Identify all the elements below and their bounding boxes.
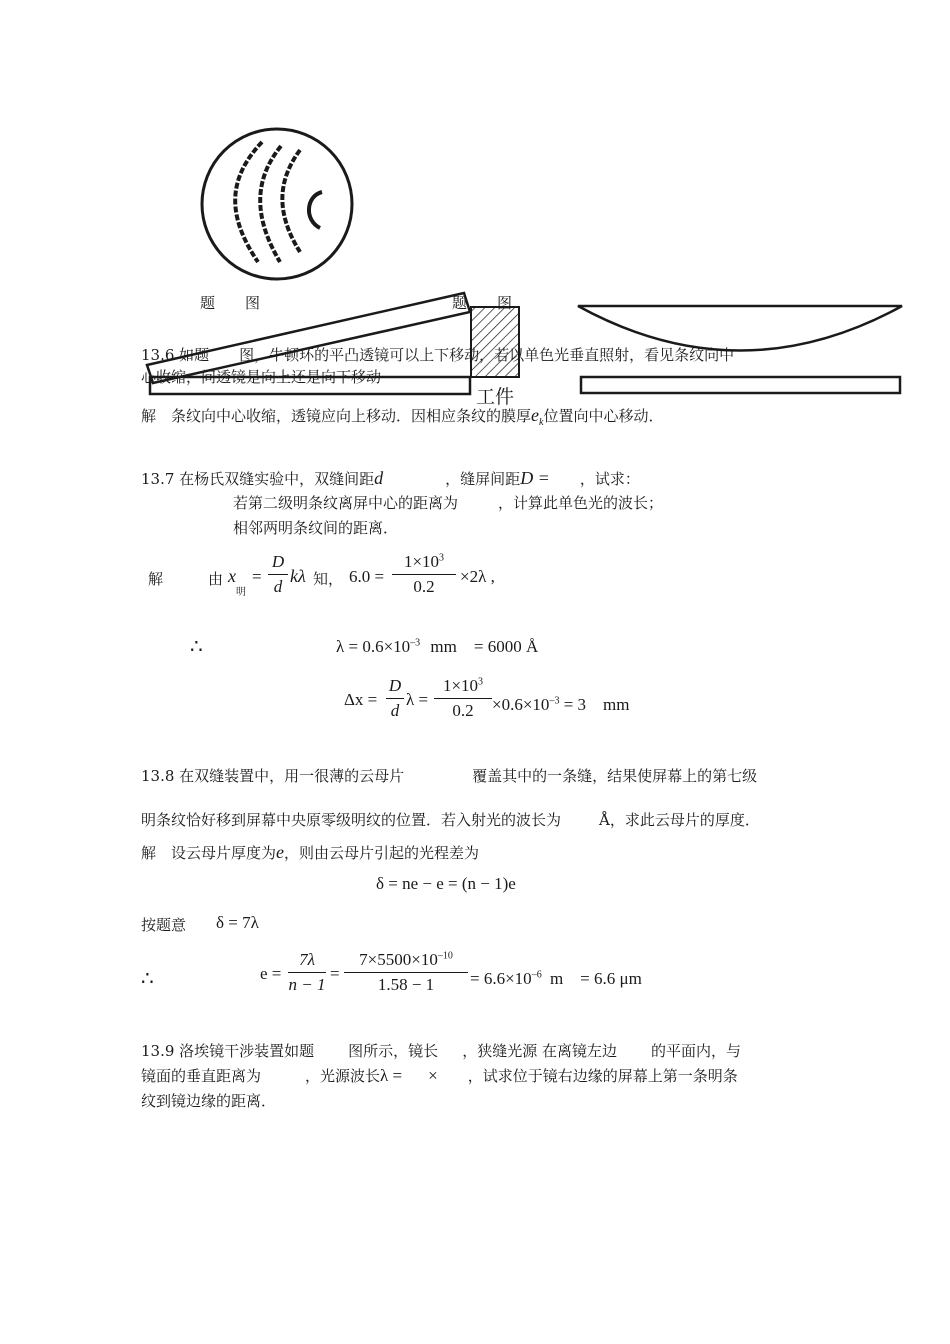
p138-line2: 明条纹恰好移到屏幕中央原零级明纹的位置．若入射光的波长为 Å，求此云母片的厚度． bbox=[141, 811, 760, 829]
p137-therefore: ∴ bbox=[190, 636, 203, 658]
workpiece-label: 工件 bbox=[476, 386, 515, 408]
p137-dx: Δx = bbox=[344, 690, 378, 709]
newton-ring-circle bbox=[202, 129, 352, 279]
p137-frac1: D d bbox=[268, 552, 288, 597]
p137-sol-label: 解 bbox=[148, 570, 164, 588]
p138-delta7: δ = 7λ bbox=[216, 913, 259, 932]
figure-caption-left: 题 图 bbox=[200, 294, 261, 312]
newton-ring-figure bbox=[202, 129, 352, 279]
p139-line3: 纹到镜边缘的距离． bbox=[141, 1092, 277, 1110]
p137-frac2: $1\times 10^3$ 0.2 bbox=[392, 552, 456, 597]
p138-eq: = bbox=[330, 964, 340, 983]
p138-delta-eq: δ = ne − e = (n − 1)e bbox=[376, 874, 516, 893]
fringe-arc-4 bbox=[309, 192, 322, 228]
p137-val6: 6.0 = bbox=[349, 567, 385, 586]
figure-caption-right: 题 图 bbox=[452, 294, 513, 312]
p137-line1: 13.7 在杨氏双缝实验中，双缝间距d ，缝屏间距D = ，试求： bbox=[141, 468, 640, 488]
p137-frac3: D d bbox=[386, 676, 404, 721]
workpiece-block bbox=[471, 307, 519, 377]
p138-e-eq: e = bbox=[260, 964, 282, 983]
p137-k-lambda: kλ bbox=[290, 566, 306, 586]
p137-lam: λ = bbox=[406, 690, 429, 709]
p137-question2: 相邻两明条纹间的距离． bbox=[233, 519, 399, 537]
p137-zhi: 知， bbox=[313, 570, 344, 588]
p138-frac1: 7λ n − 1 bbox=[288, 950, 326, 994]
fringe-arc-2 bbox=[260, 146, 281, 262]
p138-result: = $6.6\times 10^{-6}$ m = 6.6 μm bbox=[470, 969, 642, 988]
p136-line1: 13.6 如题 图，牛顿环的平凸透镜可以上下移动，若以单色光垂直照射，看见条纹向中 bbox=[141, 346, 735, 364]
p137-eq1: = bbox=[252, 567, 262, 586]
p137-frac4: $1\times 10^3$ 0.2 bbox=[434, 676, 492, 721]
p138-therefore: ∴ bbox=[141, 968, 154, 990]
p138-anti: 按题意 bbox=[141, 916, 187, 934]
p139-line2: 镜面的垂直距离为 ，光源波长λ = × ，试求位于镜右边缘的屏幕上第一条明条 bbox=[141, 1066, 738, 1085]
flat-glass-plate bbox=[581, 377, 900, 393]
p137-x-sub: 明 bbox=[236, 587, 246, 598]
fringe-arc-1 bbox=[235, 142, 262, 262]
p138-solution: 解 设云母片厚度为e，则由云母片引起的光程差为 bbox=[141, 842, 480, 862]
p138-line1: 13.8 在双缝装置中，用一很薄的云母片 覆盖其中的一条缝，结果使屏幕上的第七级 bbox=[141, 767, 758, 785]
p136-line2: 心收缩，问透镜是向上还是向下移动 bbox=[141, 368, 382, 386]
p137-dx-result: $\times 0.6\times 10^{-3} = 3$ mm bbox=[492, 695, 630, 714]
p136-solution: 解 条纹向中心收缩，透镜应向上移动．因相应条纹的膜厚$e_k$位置向中心移动． bbox=[141, 405, 664, 428]
p137-times-2l: ×2λ , bbox=[460, 567, 495, 586]
p137-you: 由 bbox=[208, 570, 224, 588]
p137-lambda-result: $\lambda = 0.6\times 10^{-3}$ mm = 6000 Å bbox=[336, 637, 539, 656]
p139-line1: 13.9 洛埃镜干涉装置如题 图所示，镜长 ，狭缝光源 在离镜左边 的平面内，与 bbox=[141, 1042, 741, 1060]
p138-frac2: $7\times 5500\times 10^{-10}$ 1.58 − 1 bbox=[344, 950, 468, 995]
plano-convex-lens bbox=[578, 306, 902, 351]
fringe-arc-3 bbox=[282, 150, 300, 252]
p137-x: x bbox=[228, 566, 236, 586]
p137-question1: 若第二级明条纹离屏中心的距离为 ，计算此单色光的波长； bbox=[233, 494, 664, 512]
